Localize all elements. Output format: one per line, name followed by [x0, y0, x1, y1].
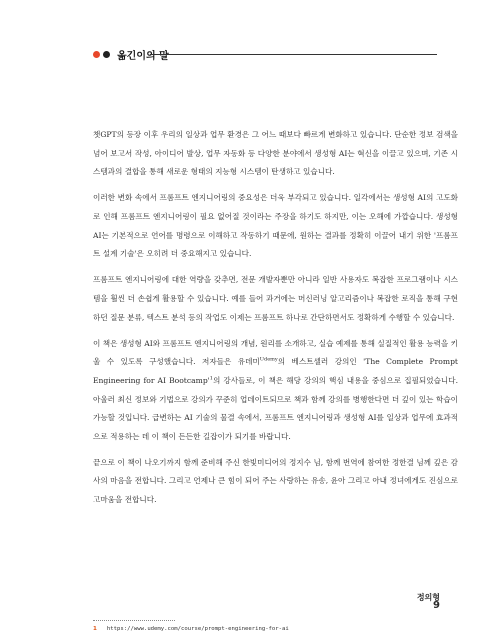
- paragraph-1: 챗GPT의 등장 이후 우리의 일상과 업무 환경은 그 어느 때보다 빠르게 변화하고 있습니다. 단순한 정보 검색을 넘어 보고서 작성, 아이디어 발상, 업무 자동화 등 다양한 분야에서 생성형 AI는 혁신을 이끌고 있으며, 기존 시스템과의 결합을 통해 새로운 형태의 지능형 시스템이 탄생하고 있습니다.: [93, 130, 458, 177]
- paragraph-4-part-3: 의 강사들로, 이 책은 해당 강의의 핵심 내용을 중심으로 집필되었습니다. 아울러 최신 정보와 기법으로 강의가 꾸준히 업데이트되므로 책과 함께 강의를 병행한다면 더 깊이 있는 학습이 가능할 것입니다. 급변하는 AI 기술의 물결 속에서, 프롬프트 엔지니어링과 생성형 AI를 일상과 업무에 효과적으로 적용하는 데 이 책이 든든한 길잡이가 되기를 바랍니다.: [93, 375, 459, 441]
- paragraph-2: 이러한 변화 속에서 프롬프트 엔지니어링의 중요성은 더욱 부각되고 있습니다. 일각에서는 생성형 AI의 고도화로 인해 프롬프트 엔지니어링이 필요 없어질 것이라는 주장을 하기도 하지만, 이는 오해에 가깝습니다. 생성형 AI는 기본적으로 언어를 명령으로 이해하고 작동하기 때문에, 원하는 결과를 정확히 이끌어 내기 위한 '프롬프트 설계 기술'은 오히려 더 중요해지고 있습니다.: [93, 193, 458, 259]
- footnote-number: 1: [93, 626, 97, 632]
- paragraph-4-part-1: 이 책은 생성형 AI와 프롬프트 엔지니어링의 개념, 원리를 소개하고, 실습 예제를 통해 실질적인 활용 능력을 키울 수 있도록 구성했습니다. 저자들은 유데미: [93, 338, 458, 367]
- paragraph-4: [93, 335, 458, 447]
- paragraph-3: 프롬프트 엔지니어링에 대한 역량을 갖추면, 전문 개발자뿐만 아니라 일반 사용자도 복잡한 프로그램이나 시스템을 훨씬 더 손쉽게 활용할 수 있습니다. 예를 들어 과거에는 머신러닝 알고리즘이나 복잡한 로직을 통해 구현하던 질문 분류, 텍스트 분석 등의 작업도 이제는 프롬프트 하나로 간단하면서도 정확하게 수행할 수 있습니다.: [93, 275, 458, 322]
- footnote: [93, 626, 289, 632]
- udemy-superscript: Udemy: [259, 356, 278, 363]
- page-number: 9: [433, 600, 440, 611]
- black-dot-icon: [103, 51, 110, 58]
- paragraph-5: 끝으로 이 책이 나오기까지 함께 준비해 주신 한빛미디어의 정지수 님, 함께 번역에 참여한 정한결 님께 깊은 감사의 마음을 전합니다. 그리고 언제나 큰 힘이 되어 주는 사랑하는 유송, 윤아 그리고 아내 정녀에게도 진심으로 고마움을 전합니다.: [93, 457, 458, 505]
- footnote-divider: [93, 620, 175, 621]
- section-title: 옮긴이의 말: [117, 51, 169, 62]
- header-divider: [150, 54, 437, 55]
- footnote-url[interactable]: https://www.udemy.com/course/prompt-engineering-for-ai: [106, 626, 289, 632]
- translator-signature: 정의형: [416, 593, 440, 602]
- body-text: [93, 126, 458, 517]
- paragraph-4-part-2: 의 베스트셀러 강의인 'The Complete Prompt Engineering for AI Bootcamp': [93, 357, 458, 385]
- red-dot-icon: [93, 51, 100, 58]
- footnote-ref: 1: [209, 375, 213, 382]
